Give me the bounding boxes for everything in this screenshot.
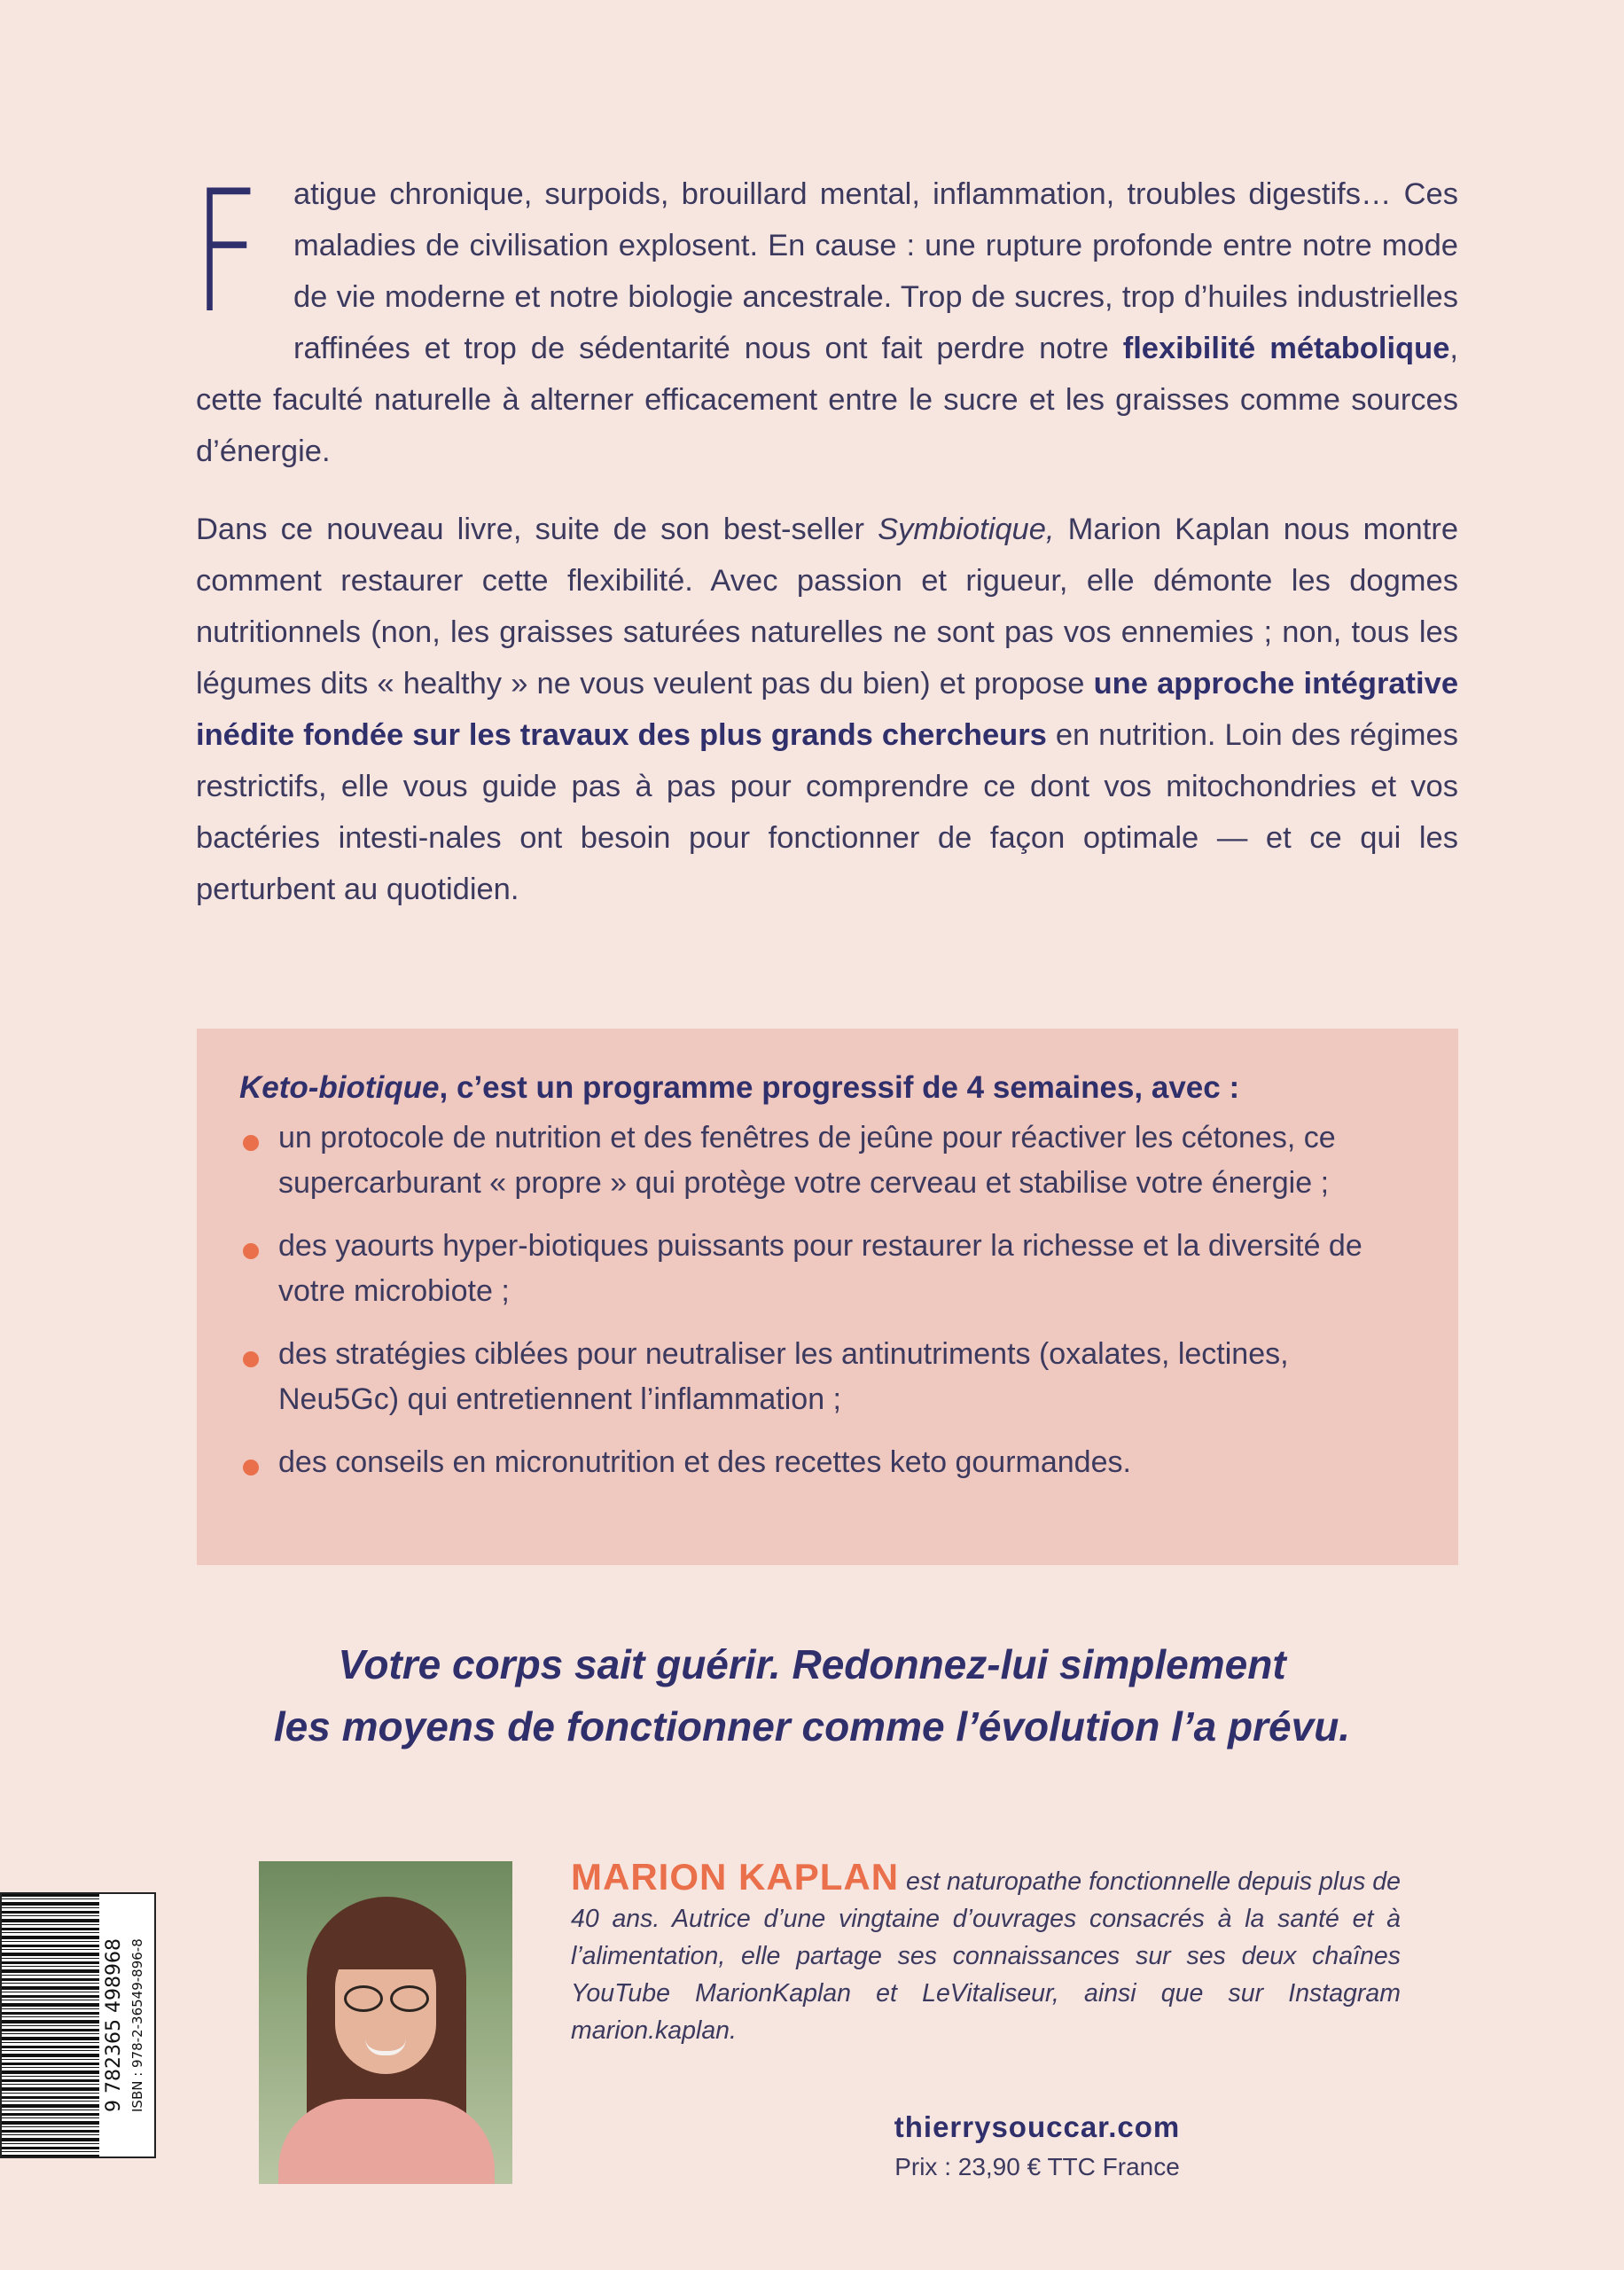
description-text-b: Marion Kaplan nous montre comment restaurer cette flexibilité. Avec passion et rigueur, elle démonte les dogmes nutritionnels (non, les graisses saturées naturelles ne sont pas vos ennemies ; non, tous les légumes dits « healthy » ne vous veulent pas du bien) et propose: [196, 513, 1459, 701]
drop-cap: F: [192, 154, 261, 350]
program-title-rest: , c’est un programme progressif de 4 semaines, avec :: [439, 1070, 1240, 1105]
intro-paragraph: [192, 154, 1458, 477]
price-label: Prix : 23,90 € TTC France: [894, 2153, 1180, 2180]
quote-line-2: les moyens de fonctionner comme l’évolution l’a prévu.: [273, 1703, 1351, 1749]
list-item: des yaourts hyper-biotiques puissants pour restaurer la richesse et la diversité de votre microbiote ;: [239, 1224, 1409, 1314]
author-name: MARION KAPLAN: [571, 1856, 900, 1898]
author-bio-text: est naturopathe fonctionnelle depuis plus de 40 ans. Autrice d’une vingtaine d’ouvrages consacrés à la santé et à l’alimentation, elle partage ses connaissances sur ses deux chaînes YouTube MarionKaplan et LeVitaliseur, ainsi que sur Instagram marion.kaplan.: [571, 1867, 1401, 2045]
description-paragraph: [196, 504, 1458, 915]
bullet-dot-icon: [243, 1351, 259, 1367]
closing-quote: [160, 1633, 1464, 1757]
author-photo: [259, 1861, 512, 2184]
author-bio: [571, 1856, 1401, 2049]
barcode-icon: [2, 1894, 99, 2156]
list-item: des stratégies ciblées pour neutraliser les antinutriments (oxalates, lectines, Neu5Gc) qui entretiennent l’inflammation ;: [239, 1332, 1409, 1422]
program-box: [197, 1029, 1458, 1565]
program-title-italic: Keto-biotique: [239, 1070, 440, 1105]
description-bold-highlight: une approche intégrative inédite fondée sur les travaux des plus grands chercheurs: [196, 667, 1459, 752]
program-bullet-list: [239, 1115, 1409, 1503]
list-item: un protocole de nutrition et des fenêtres de jeûne pour réactiver les cétones, ce supercarburant « propre » qui protège votre cerveau et stabilise votre énergie ;: [239, 1115, 1409, 1206]
barcode-digits: 9 782365 498968: [103, 1938, 125, 2112]
intro-text-b: , cette faculté naturelle à alterner efficacement entre le sucre et les graisses comme sources d’énergie.: [196, 332, 1458, 468]
bullet-dot-icon: [243, 1460, 259, 1476]
program-box-title: [239, 1066, 1427, 1110]
publisher-website: thierrysouccar.com: [894, 2110, 1181, 2143]
isbn-number: ISBN : 978-2-36549-896-8: [129, 1938, 145, 2112]
description-text-c: en nutrition. Loin des régimes restrictifs, elle vous guide pas à pas pour comprendre ce dont vos mitochondries et vos bactéries intesti-nales ont besoin pour fonctionner de façon optimale — et ce qui les perturbent au quotidien.: [196, 718, 1458, 906]
description-text-a: Dans ce nouveau livre, suite de son best-seller: [196, 513, 878, 546]
list-item: des conseils en micronutrition et des recettes keto gourmandes.: [239, 1440, 1409, 1485]
intro-text-a: atigue chronique, surpoids, brouillard mental, inflammation, troubles digestifs… Ces maladies de civilisation explosent. En cause : une rupture profonde entre notre mode de vie moderne et notre biologie ancestrale. Trop de sucres, trop d’huiles industrielles raffinées et trop de sédentarité nous ont fait perdre notre: [293, 177, 1458, 365]
quote-line-1: Votre corps sait guérir. Redonnez-lui simplement: [338, 1641, 1286, 1687]
bullet-dot-icon: [243, 1243, 259, 1259]
intro-bold-highlight: flexibilité métabolique: [1122, 332, 1450, 365]
bullet-dot-icon: [243, 1135, 259, 1151]
book-title-reference: Symbiotique,: [878, 513, 1055, 546]
isbn-barcode: [0, 1892, 156, 2158]
